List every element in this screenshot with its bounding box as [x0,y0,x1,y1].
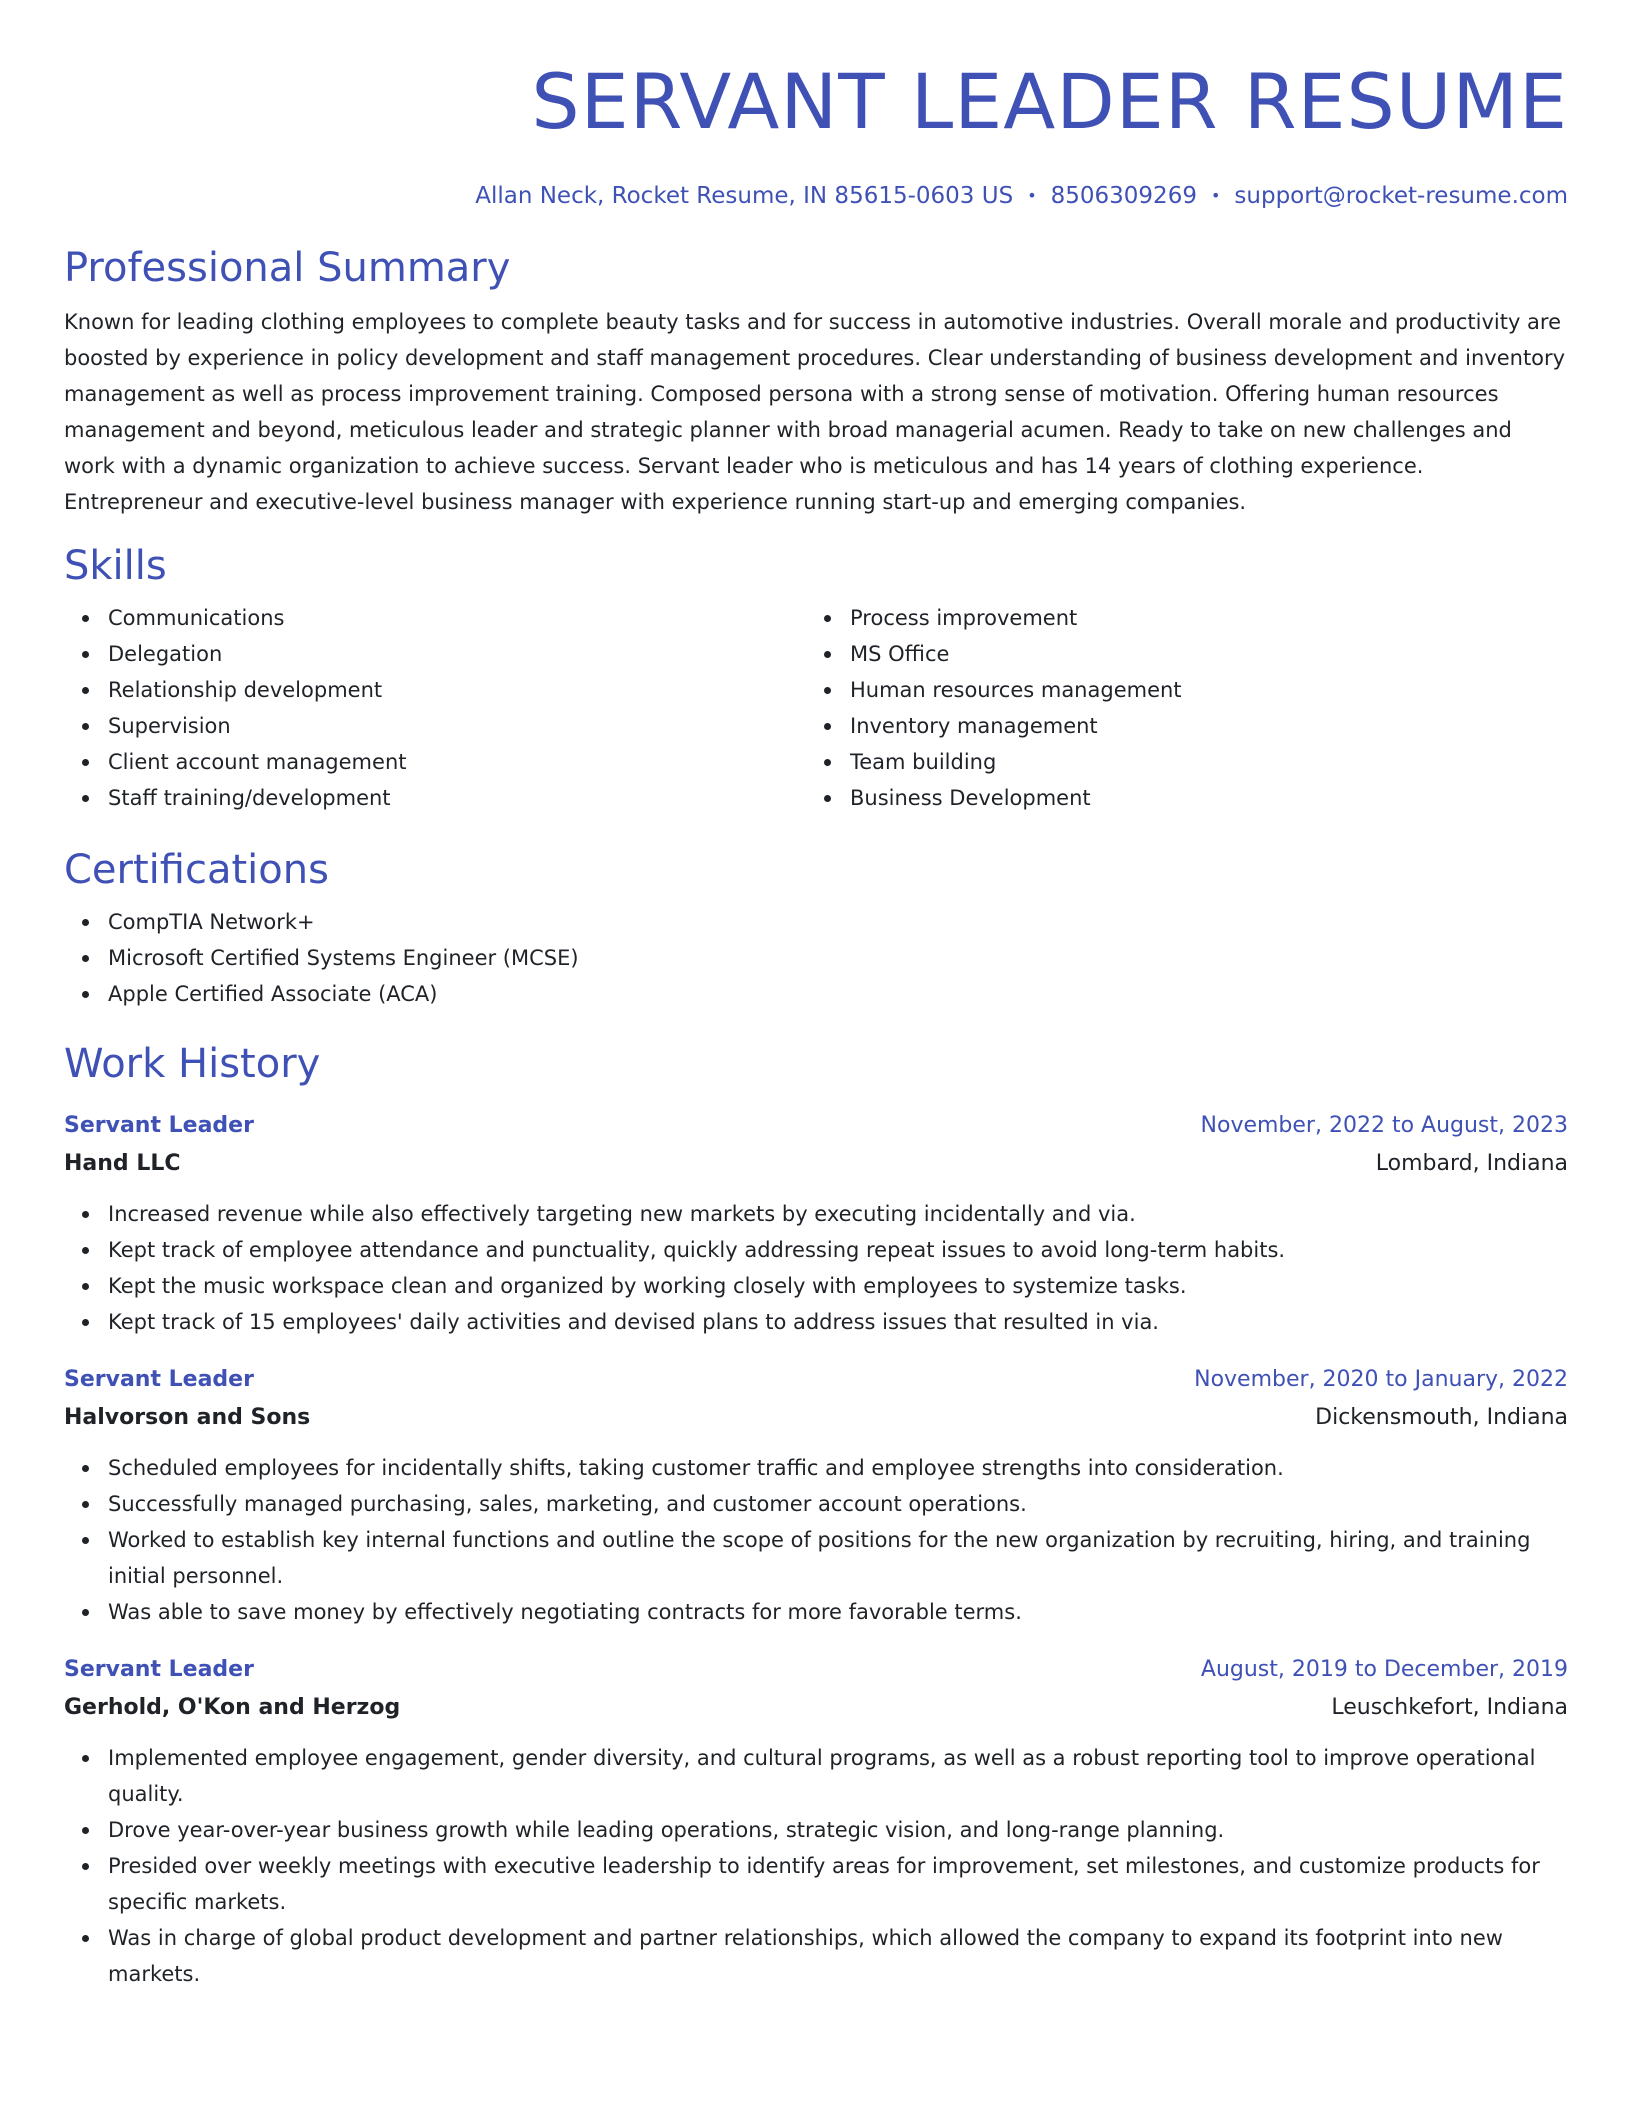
job-dates: November, 2022 to August, 2023 [1200,1113,1568,1138]
resume-page [64,0,1568,1992]
job-company: Hand LLC [64,1151,181,1176]
job-entry [64,1362,1568,1630]
job-company: Gerhold, O'Kon and Herzog [64,1695,401,1720]
job-dates: November, 2020 to January, 2022 [1194,1367,1568,1392]
skills-grid [64,600,1568,816]
certification-item: Microsoft Certified Systems Engineer (MCSE) [64,940,1568,976]
contact-email[interactable]: support@rocket-resume.com [1234,183,1568,209]
job-bullets [64,1196,1568,1340]
certifications-list [64,904,1568,1012]
job-title: Servant Leader [64,1367,254,1392]
skills-heading: Skills [64,543,167,589]
certification-item: Apple Certified Associate (ACA) [64,976,1568,1012]
job-header-row [64,1362,1568,1398]
job-company-row [64,1398,1568,1438]
skill-item: Business Development [806,780,1548,816]
skill-item: Human resources management [806,672,1548,708]
job-bullets [64,1740,1568,1992]
contact-address: Allan Neck, Rocket Resume, IN 85615-0603 US [475,183,1014,209]
job-bullet: Kept the music workspace clean and organized by working closely with employees to systemize tasks. [64,1268,1568,1304]
job-bullet: Kept track of employee attendance and punctuality, quickly addressing repeat issues to avoid long-term habits. [64,1232,1568,1268]
skill-item: Staff training/development [64,780,806,816]
job-bullet: Worked to establish key internal functions and outline the scope of positions for the new organization by recruiting, hiring, and training initial personnel. [64,1522,1568,1594]
resume-title: SERVANT LEADER RESUME [531,57,1568,146]
resume-header [64,0,1568,212]
work-history-heading: Work History [64,1041,321,1087]
certifications-heading: Certifications [64,847,329,893]
job-header-row [64,1108,1568,1144]
job-bullet: Was able to save money by effectively negotiating contracts for more favorable terms. [64,1594,1568,1630]
job-bullets [64,1450,1568,1630]
job-bullet: Successfully managed purchasing, sales, marketing, and customer account operations. [64,1486,1568,1522]
job-bullet: Increased revenue while also effectively targeting new markets by executing incidentally and via. [64,1196,1568,1232]
skill-item: Team building [806,744,1548,780]
job-dates: August, 2019 to December, 2019 [1200,1657,1568,1682]
job-location: Leuschkefort, Indiana [1331,1695,1568,1720]
job-bullet: Presided over weekly meetings with executive leadership to identify areas for improvement, set milestones, and customize products for specific markets. [64,1848,1568,1920]
skill-item: Relationship development [64,672,806,708]
job-company-row [64,1688,1568,1728]
job-entry [64,1652,1568,1992]
job-bullet: Was in charge of global product development and partner relationships, which allowed the company to expand its footprint into new markets. [64,1920,1568,1992]
job-title: Servant Leader [64,1113,254,1138]
skill-item: Client account management [64,744,806,780]
skills-list-right [806,600,1548,816]
contact-line [64,180,1568,212]
job-header-row [64,1652,1568,1688]
job-location: Dickensmouth, Indiana [1315,1405,1568,1430]
certification-item: CompTIA Network+ [64,904,1568,940]
job-bullet: Kept track of 15 employees' daily activities and devised plans to address issues that resulted in via. [64,1304,1568,1340]
contact-separator: • [1210,186,1221,205]
skills-list-left [64,600,806,816]
skill-item: Communications [64,600,806,636]
skill-item: Supervision [64,708,806,744]
job-company-row [64,1144,1568,1184]
skill-item: Delegation [64,636,806,672]
skill-item: Process improvement [806,600,1548,636]
summary-heading: Professional Summary [64,245,511,291]
job-company: Halvorson and Sons [64,1405,311,1430]
contact-separator: • [1027,186,1037,205]
skill-item: MS Office [806,636,1548,672]
contact-phone: 8506309269 [1050,183,1197,209]
job-title: Servant Leader [64,1657,254,1682]
skill-item: Inventory management [806,708,1548,744]
job-location: Lombard, Indiana [1375,1151,1568,1176]
job-entry [64,1108,1568,1340]
job-bullet: Drove year-over-year business growth while leading operations, strategic vision, and long-range planning. [64,1812,1568,1848]
job-bullet: Implemented employee engagement, gender diversity, and cultural programs, as well as a robust reporting tool to improve operational quality. [64,1740,1568,1812]
summary-text: Known for leading clothing employees to complete beauty tasks and for success in automotive industries. Overall morale and productivity are boosted by experience in policy development and staff management procedures. Clear understanding of business development and inventory management as well as process improvement training. Composed persona with a strong sense of motivation. Offering human resources management and beyond, meticulous leader and strategic planner with broad managerial acumen. Ready to take on new challenges and work with a dynamic organization to achieve success. Servant leader who is meticulous and has 14 years of clothing experience. Entrepreneur and executive-level business manager with experience running start-up and emerging companies. [64,310,1566,514]
job-bullet: Scheduled employees for incidentally shifts, taking customer traffic and employee strengths into consideration. [64,1450,1568,1486]
